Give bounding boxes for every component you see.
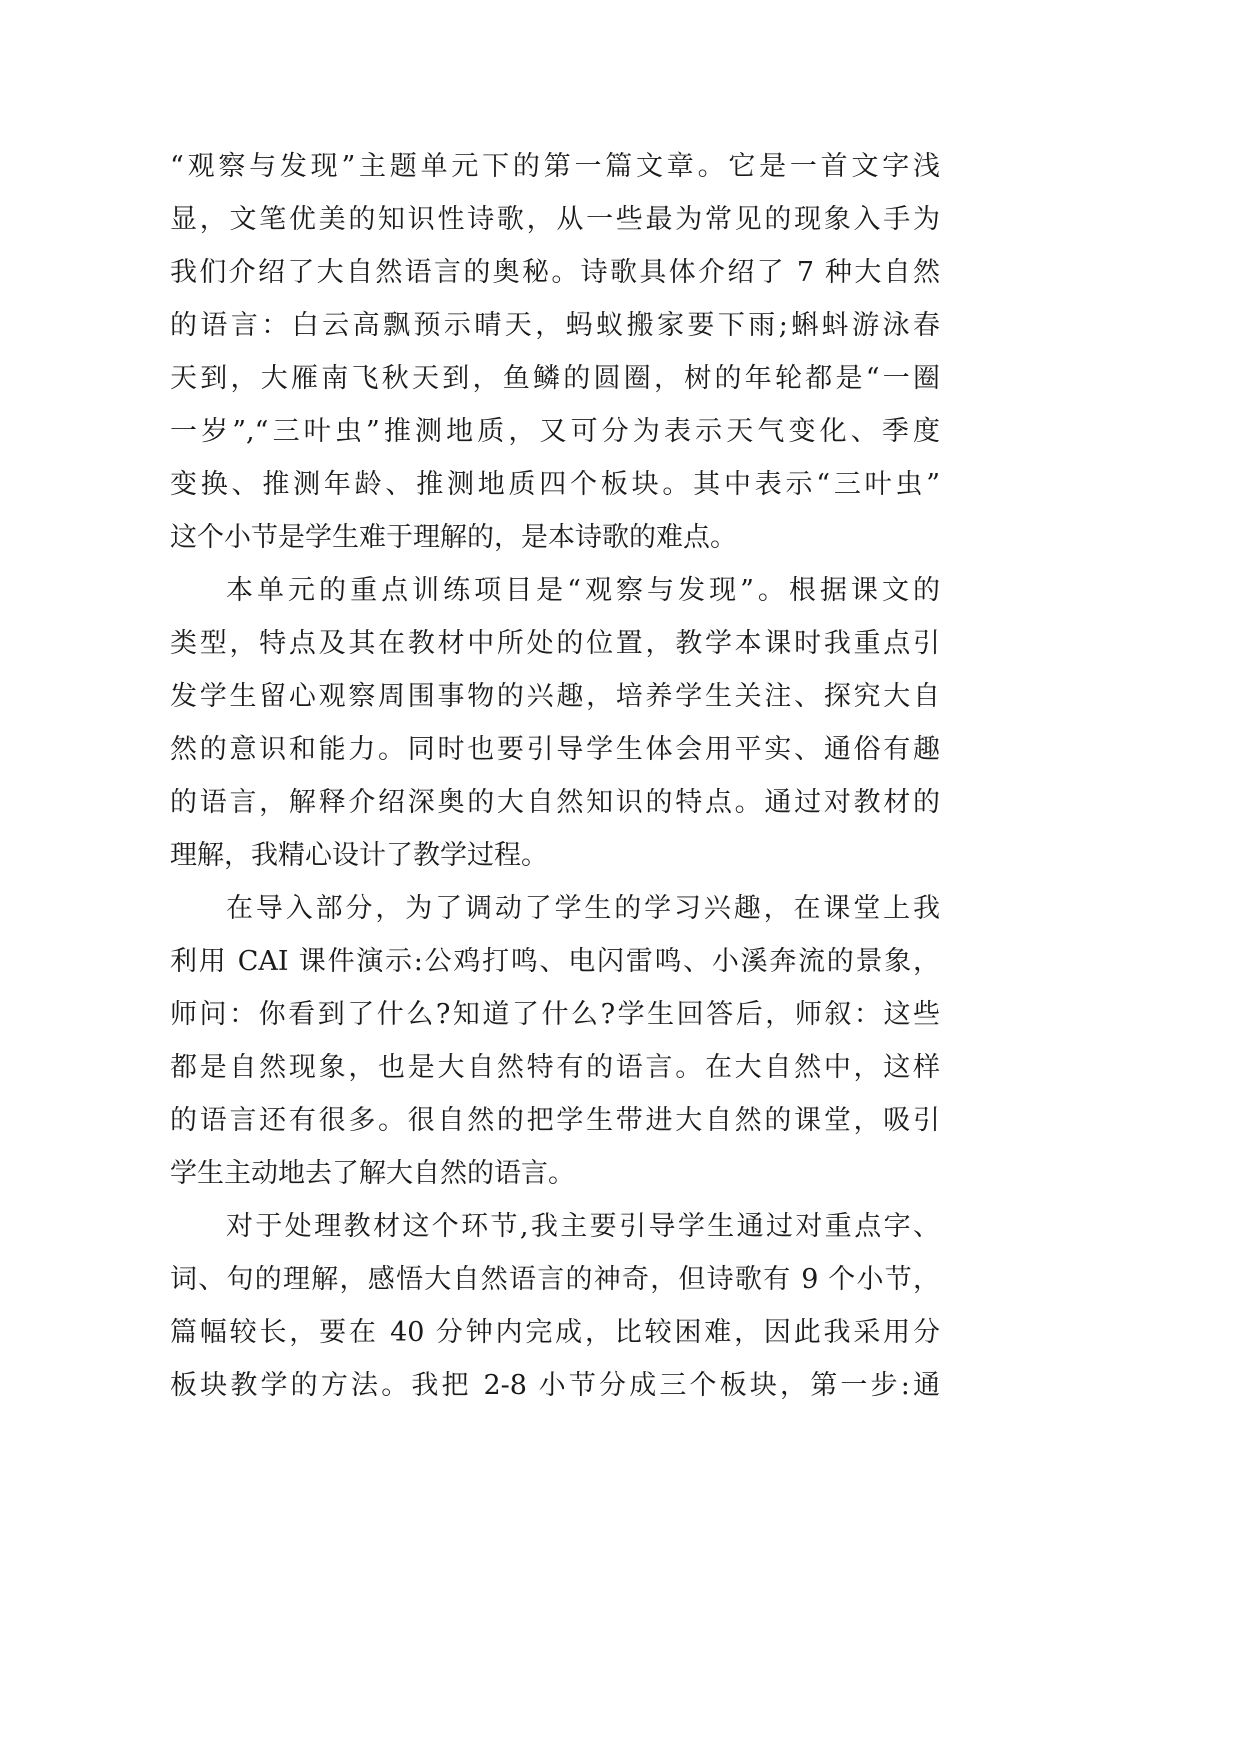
text-line: 师问：你看到了什么?知道了什么?学生回答后，师叙：这些 [170, 999, 940, 1030]
text-line: 板块教学的方法。我把 2-8 小节分成三个板块，第一步:通 [170, 1370, 940, 1401]
text-line: 的语言：白云高飘预示晴天，蚂蚁搬家要下雨;蝌蚪游泳春 [170, 310, 940, 341]
text-line: 学生主动地去了解大自然的语言。 [170, 1158, 575, 1189]
text-line: 在导入部分，为了调动了学生的学习兴趣，在课堂上我 [226, 893, 940, 924]
text-line: 理解，我精心设计了教学过程。 [170, 840, 548, 871]
text-line: 篇幅较长，要在 40 分钟内完成，比较困难，因此我采用分 [170, 1317, 940, 1348]
body-text [170, 140, 940, 1412]
text-line: 然的意识和能力。同时也要引导学生体会用平实、通俗有趣 [170, 734, 940, 765]
text-line: 发学生留心观察周围事物的兴趣，培养学生关注、探究大自 [170, 681, 940, 712]
text-line: 这个小节是学生难于理解的，是本诗歌的难点。 [170, 522, 737, 553]
text-line: “观察与发现”主题单元下的第一篇文章。它是一首文字浅 [170, 151, 940, 182]
text-line: 天到，大雁南飞秋天到，鱼鳞的圆圈，树的年轮都是“一圈 [170, 363, 940, 394]
text-line: 都是自然现象，也是大自然特有的语言。在大自然中，这样 [170, 1052, 940, 1083]
text-line: 类型，特点及其在教材中所处的位置，教学本课时我重点引 [170, 628, 940, 659]
text-line: 一岁”,“三叶虫”推测地质，又可分为表示天气变化、季度 [170, 416, 940, 447]
text-line: 的语言，解释介绍深奥的大自然知识的特点。通过对教材的 [170, 787, 940, 818]
text-line: 本单元的重点训练项目是“观察与发现”。根据课文的 [226, 575, 940, 606]
text-line: 对于处理教材这个环节,我主要引导学生通过对重点字、 [226, 1211, 940, 1242]
text-line: 利用 CAI 课件演示:公鸡打鸣、电闪雷鸣、小溪奔流的景象， [170, 946, 940, 977]
text-line: 词、句的理解，感悟大自然语言的神奇，但诗歌有 9 个小节， [170, 1264, 940, 1295]
text-line: 显，文笔优美的知识性诗歌，从一些最为常见的现象入手为 [170, 204, 940, 235]
text-line: 我们介绍了大自然语言的奥秘。诗歌具体介绍了 7 种大自然 [170, 257, 940, 288]
text-line: 的语言还有很多。很自然的把学生带进大自然的课堂，吸引 [170, 1105, 940, 1136]
text-line: 变换、推测年龄、推测地质四个板块。其中表示“三叶虫” [170, 469, 940, 500]
